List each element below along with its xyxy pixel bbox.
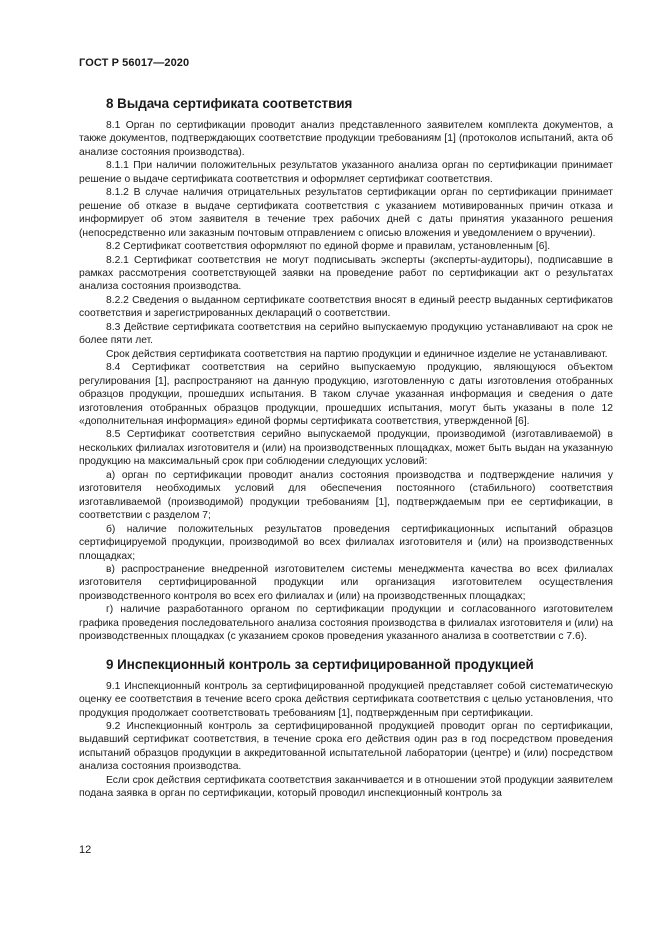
- paragraph-8-3: 8.3 Действие сертификата соответствия на серийно выпускаемую продукцию устанавливают на срок не более пяти лет.: [79, 321, 613, 347]
- paragraph-9-2: 9.2 Инспекционный контроль за сертифицированной продукцией проводит орган по сертификации, выдавший сертификат соответствия, в течение срока его действия один раз в год посредством проведения испытаний образцов продукции в аккредитованной испытательной лаборатории (центре) и (или) посредством анализа состояния производства.: [79, 721, 613, 773]
- paragraph-8-2-2: 8.2.2 Сведения о выданном сертификате соответствия вносят в единый реестр выданных сертификатов соответствия и зарегистрированных деклараций о соответствии.: [79, 294, 613, 320]
- paragraph-8-3-cont: Срок действия сертификата соответствия на партию продукции и единичное изделие не устанавливают.: [106, 348, 608, 360]
- paragraph-8-1-2: 8.1.2 В случае наличия отрицательных результатов сертификации орган по сертификации принимает решение об отказе в выдаче сертификата соответствия с указанием мотивированных причин отказа и информирует об этом заявителя в течение трех рабочих дней с даты принятия указанного решения (непосредственно или заказным почтовым отправлением с описью вложения и уведомлением о вручении).: [79, 187, 613, 239]
- section-8-heading: 8 Выдача сертификата соответствия: [106, 96, 353, 111]
- list-item-b: б) наличие положительных результатов проведения сертификационных испытаний образцов сертифицируемой продукции, производимой во всех филиалах изготовителя и (или) на производственных площадках;: [79, 523, 613, 562]
- page-content: [79, 95, 613, 801]
- section-9-heading: 9 Инспекционный контроль за сертифицированной продукцией: [106, 656, 534, 672]
- running-header: ГОСТ Р 56017—2020: [79, 57, 190, 69]
- list-item-g: г) наличие разработанного органом по сертификации продукции и согласованного изготовителем графика проведения последовательного анализа состояния производства в филиалах изготовителя и (или) на производственных площадках (с указанием сроков проведения указанного анализа в соответствии с 7.6).: [79, 604, 613, 643]
- page-number: 12: [79, 844, 92, 856]
- paragraph-8-5: 8.5 Сертификат соответствия серийно выпускаемой продукции, производимой (изготавливаемой) в нескольких филиалах изготовителя и (или) на производственных площадках, может быть выдан на указанную продукцию на максимальный срок при соблюдении следующих условий:: [79, 429, 613, 468]
- paragraph-8-2-1: 8.2.1 Сертификат соответствия не могут подписывать эксперты (эксперты-аудиторы), подписавшие в рамках рассмотрения соответствующей заявки на проведение работ по сертификации акт о результатах анализа состояния производства.: [79, 254, 613, 293]
- list-item-v: в) распространение внедренной изготовителем системы менеджмента качества во всех филиалах изготовителя сертифицированной продукции или организация изготовителем осуществления производственного контроля во всех его филиалах и (или) на производственных площадках;: [79, 563, 613, 602]
- paragraph-8-1-1: 8.1.1 При наличии положительных результатов указанного анализа орган по сертификации принимает решение о выдаче сертификата соответствия и оформляет сертификат соответствия.: [79, 160, 613, 185]
- paragraph-8-1: 8.1 Орган по сертификации проводит анализ представленного заявителем комплекта документов, а также документов, подтверждающих соответствие продукции требованиям [1] (протоколов испытаний, акта об анализе состояния производства).: [79, 120, 613, 158]
- list-item-a: а) орган по сертификации проводит анализ состояния производства и подтверждение наличия у изготовителя необходимых условий для обеспечения постоянного (стабильного) соответствия изготавливаемой (производимой) продукции требованиям [1], подтверждаемым при ее сертификации, в соответствии с разделом 7;: [79, 469, 613, 522]
- paragraph-9-2-cont: Если срок действия сертификата соответствия заканчивается и в отношении этой продукции заявителем подана заявка в орган по сертификации, который проводил инспекционный контроль за: [79, 774, 613, 800]
- paragraph-8-4: 8.4 Сертификат соответствия на серийно выпускаемую продукцию, являющуюся объектом регулирования [1], распространяют на данную продукцию, изготовленную с даты изготовления отобранных образцов продукции, прошедших испытания. В таком случае указанная информация и сведения о дате изготовления отобранных образцов продукции, прошедших испытания, могут быть указаны в поле 12 «дополнительная информация» единой формы сертификата соответствия, утвержденной [6].: [79, 362, 613, 427]
- paragraph-9-1: 9.1 Инспекционный контроль за сертифицированной продукцией представляет собой систематическую оценку ее соответствия в течение всего срока действия сертификата соответствия с целью установления, что продукция продолжает соответствовать требованиям [1], подтвержденным при сертификации.: [79, 680, 613, 719]
- paragraph-8-2: 8.2 Сертификат соответствия оформляют по единой форме и правилам, установленным [6].: [106, 241, 551, 253]
